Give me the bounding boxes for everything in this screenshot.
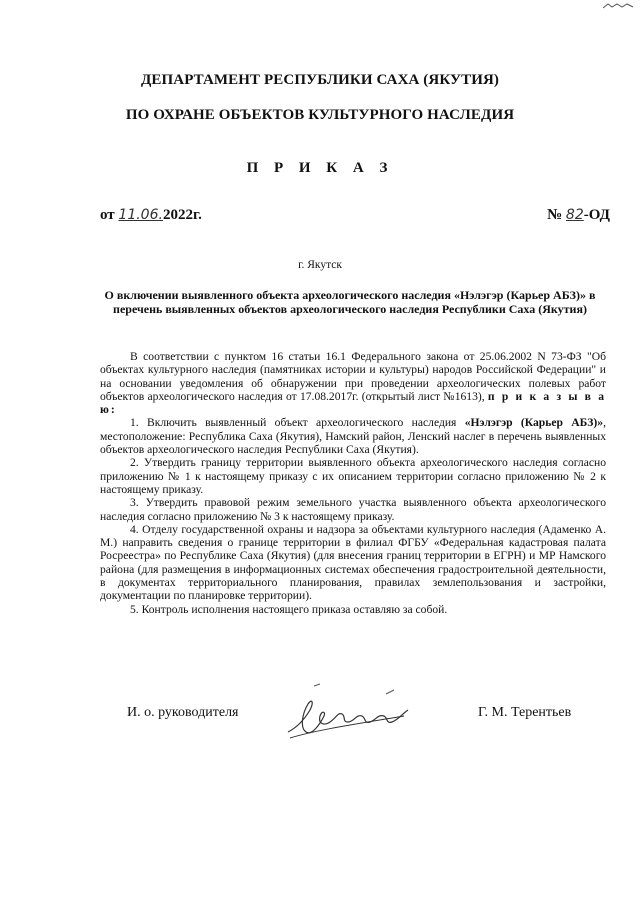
intro-paragraph (100, 350, 606, 416)
city: г. Якутск (298, 259, 342, 271)
item-1 (100, 416, 606, 456)
item-1-object-name: «Нэлэгэр (Карьер АБЗ)» (464, 416, 604, 430)
handwritten-signature (276, 680, 416, 750)
number-prefix: № (547, 207, 566, 223)
department-name-line1: ДЕПАРТАМЕНТ РЕСПУБЛИКИ САХА (ЯКУТИЯ) (140, 72, 500, 88)
signatory-name: Г. М. Терентьев (478, 705, 572, 720)
date-suffix: 2022г. (162, 207, 202, 223)
order-number (547, 207, 610, 224)
order-body (100, 350, 606, 616)
date-prefix: от (100, 207, 119, 223)
order-subject: О включении выявленного объекта археологического наследия «Нэлэгэр (Карьер АБЗ)» в перечень выявленных объектов археологического наследия Республики Саха (Якутия) (104, 288, 596, 316)
signatory-position: И. о. руководителя (127, 705, 239, 720)
item-2: 2. Утвердить границу территории выявленного объекта археологического наследия согласно приложению № 1 к настоящему приказу с их описанием территории согласно приложению № 2 к настоящему приказу. (100, 456, 606, 496)
scan-corner-mark (602, 2, 634, 10)
intro-text: В соответствии с пунктом 16 статьи 16.1 Федерального закона от 25.06.2002 N 73-ФЗ "Об объектах культурного наследия (памятниках истории и культуры) народов Российской Федерации" и на основании уведомления об обнаружении при проведении археологических полевых работ объектов археологического наследия от 17.08.2017г. (открытый лист №1613), (100, 350, 606, 403)
order-word: п р и к а з ы в а ю: (100, 389, 606, 417)
item-1-text-a: 1. Включить выявленный объект археологического наследия (130, 416, 465, 430)
department-name-line2: ПО ОХРАНЕ ОБЪЕКТОВ КУЛЬТУРНОГО НАСЛЕДИЯ (125, 107, 515, 123)
order-date (100, 207, 202, 224)
item-3: 3. Утвердить правовой режим земельного участка выявленного объекта археологического наследия согласно приложению № 3 к настоящему приказу. (100, 496, 606, 523)
handwritten-number: 82 (565, 207, 584, 223)
item-4: 4. Отделу государственной охраны и надзора за объектами культурного наследия (Адаменко А. М.) направить сведения о границе территории в филиал ФГБУ «Федеральная кадастровая палата Росреестра» по Республике Саха (Якутия) (для внесения границ территории в ЕГРН) и МР Намского района (для размещения в информационных системах обеспечения градостроительной деятельности, в документах территориального планирования, правилах землепользования и застройки, документации по планировке территории). (100, 522, 606, 603)
item-1-text-b: , местоположение: Республика Саха (Якутия), Намский район, Ленский наслег в перечень выявленных объектов археологического наследия Республики Саха (Якутия). (100, 416, 606, 457)
handwritten-date: 11.06. (118, 207, 163, 223)
number-suffix: -ОД (583, 207, 610, 223)
item-5: 5. Контроль исполнения настоящего приказа оставляю за собой. (130, 602, 448, 616)
document-title: П Р И К А З (246, 160, 394, 176)
